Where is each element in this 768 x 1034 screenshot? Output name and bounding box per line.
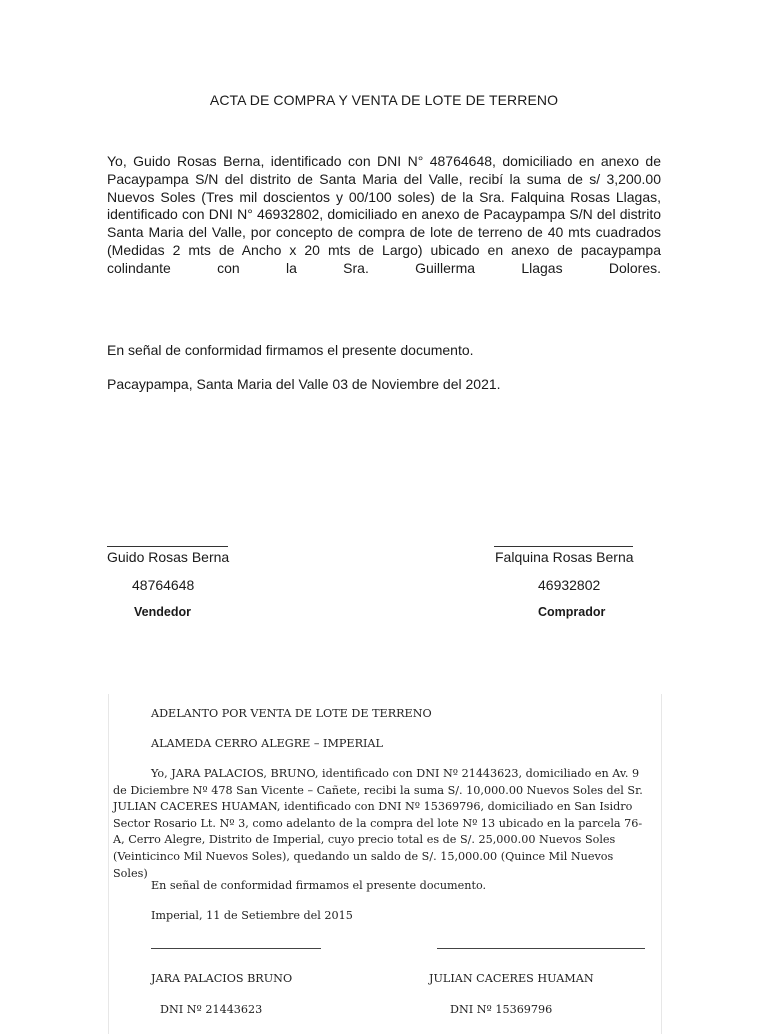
adelanto-buyer-name: JULIAN CACERES HUAMAN <box>429 972 594 985</box>
acta-place-date: Pacaypampa, Santa Maria del Valle 03 de Noviembre del 2021. <box>107 376 501 392</box>
buyer-signature-line <box>494 546 633 547</box>
adelanto-buyer-dni: DNI Nº 15369796 <box>450 1003 553 1016</box>
adelanto-seller-name: JARA PALACIOS BRUNO <box>151 972 293 985</box>
acta-body-paragraph: Yo, Guido Rosas Berna, identificado con DNI N° 48764648, domiciliado en anexo de Pacaypampa S/N del distrito de Santa Maria del Valle, recibí la suma de s/ 3,200.00 Nuevos Soles (Tres mil doscientos y 00/100 soles) de la Sra. Falquina Rosas Llagas, identificado con DNI N° 46932802, domiciliado en anexo de Pacaypampa S/N del distrito Santa Maria del Valle, por concepto de compra de lote de terreno de 40 mts cuadrados (Medidas 2 mts de Ancho x 20 mts de Largo) ubicado en anexo de pacaypampa colindante con la Sra. Guillerma Llagas Dolores. <box>107 153 661 276</box>
adelanto-buyer-signature-line <box>437 948 645 949</box>
buyer-name: Falquina Rosas Berna <box>495 549 634 565</box>
seller-role: Vendedor <box>134 605 191 619</box>
adelanto-body-paragraph: Yo, JARA PALACIOS, BRUNO, identificado con DNI Nº 21443623, domiciliado en Av. 9 de Diciembre Nº 478 San Vicente – Cañete, recibi la suma S/. 10,000.00 Nuevos Soles del Sr. JULIAN CACERES HUAMAN, identificado con DNI Nº 15369796, domiciliado en San Isidro Sector Rosario Lt. Nº 3, como adelanto de la compra del lote Nº 13 ubicado en la parcela 76-A, Cerro Alegre, Distrito de Imperial, cuyo precio total es de S/. 25,000.00 Nuevos Soles (Veinticinco Mil Nuevos Soles), quedando un saldo de S/. 15,000.00 (Quince Mil Nuevos Soles) <box>113 767 643 880</box>
buyer-role: Comprador <box>538 605 606 619</box>
adelanto-title: ADELANTO POR VENTA DE LOTE DE TERRENO <box>151 707 432 720</box>
adelanto-place-date: Imperial, 11 de Setiembre del 2015 <box>151 909 353 922</box>
buyer-dni: 46932802 <box>538 577 601 593</box>
seller-name: Guido Rosas Berna <box>107 549 230 565</box>
adelanto-conformity-text: En señal de conformidad firmamos el presente documento. <box>151 879 487 892</box>
adelanto-subtitle: ALAMEDA CERRO ALEGRE – IMPERIAL <box>151 737 383 750</box>
adelanto-document <box>108 694 662 1034</box>
adelanto-seller-dni: DNI Nº 21443623 <box>160 1003 263 1016</box>
acta-title: ACTA DE COMPRA Y VENTA DE LOTE DE TERRENO <box>209 92 559 108</box>
seller-dni: 48764648 <box>132 577 195 593</box>
adelanto-seller-signature-line <box>151 948 321 949</box>
seller-signature-line <box>107 546 228 547</box>
acta-conformity-text: En señal de conformidad firmamos el presente documento. <box>107 342 474 358</box>
